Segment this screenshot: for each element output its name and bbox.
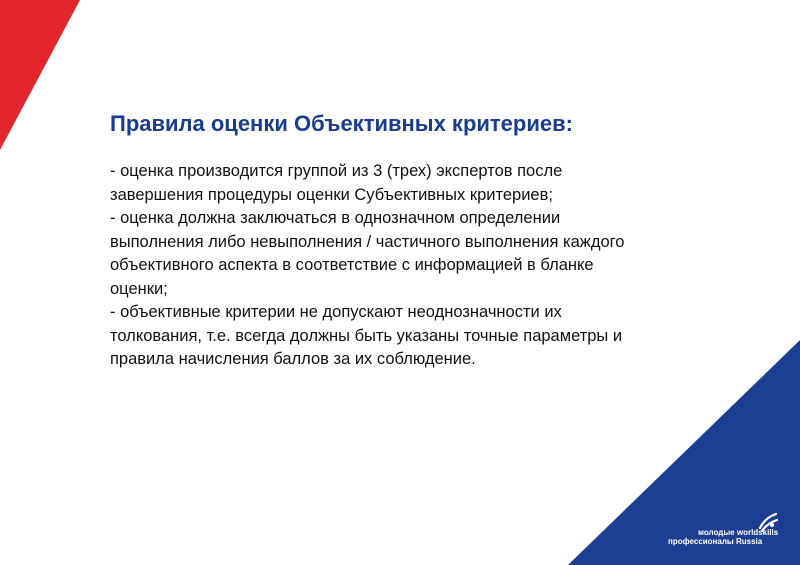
body-line: завершения процедуры оценки Субъективных критериев; bbox=[110, 185, 553, 204]
worldskills-logo bbox=[668, 508, 788, 548]
body-line: оценки; bbox=[110, 279, 168, 298]
logo-line-1: молодые worldskills bbox=[698, 528, 779, 537]
body-line: правила начисления баллов за их соблюдение. bbox=[110, 350, 476, 368]
body-line: - оценка производится группой из 3 (трех) экспертов после bbox=[110, 162, 563, 180]
body-line: выполнения либо невыполнения / частичного выполнения каждого bbox=[110, 232, 625, 251]
body-line: объективного аспекта в соответствие с информацией в бланке bbox=[110, 256, 594, 274]
worldskills-logo-icon bbox=[756, 510, 780, 534]
red-corner-stripe bbox=[0, 0, 80, 150]
logo-line-2: профессионалы Russia bbox=[668, 537, 763, 546]
slide-body bbox=[110, 160, 720, 372]
slide-title: Правила оценки Объективных критериев: bbox=[110, 111, 573, 136]
slide-content bbox=[110, 110, 720, 372]
body-line: толкования, т.е. всегда должны быть указаны точные параметры и bbox=[110, 326, 623, 345]
body-line: - объективные критерии не допускают неоднозначности их bbox=[110, 303, 562, 321]
body-line: - оценка должна заключаться в однозначном определении bbox=[110, 209, 561, 227]
